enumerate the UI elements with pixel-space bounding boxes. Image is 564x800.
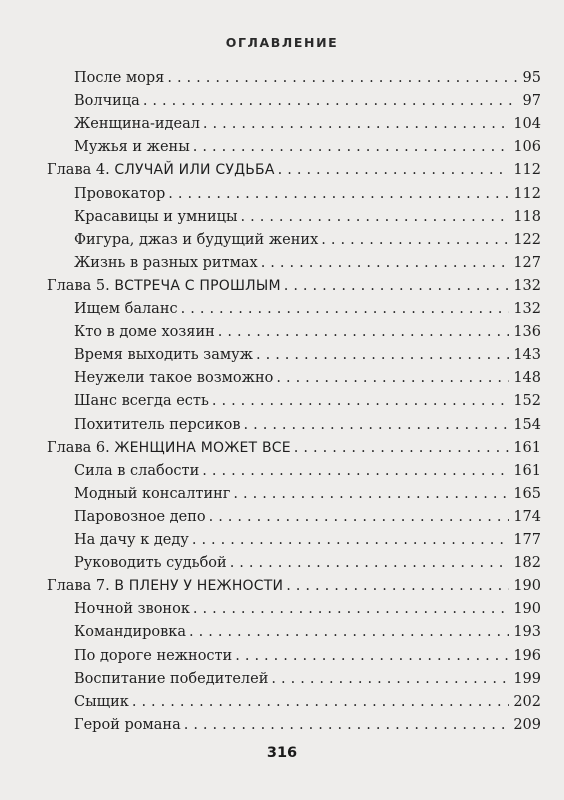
- dot-leader: [218, 322, 510, 342]
- toc-section-row: [74, 599, 541, 619]
- toc-page-number: 104: [513, 116, 541, 133]
- dot-leader: [189, 622, 509, 642]
- toc-page-number: 95: [522, 70, 541, 86]
- chapter-prefix: Глава 5.: [47, 277, 110, 294]
- toc-section-row: [74, 553, 541, 573]
- toc-entry-label: [74, 114, 200, 134]
- toc-section-row: [74, 345, 541, 365]
- toc-entry-label: [74, 669, 268, 689]
- toc-page-number: 152: [513, 393, 541, 410]
- toc-entry-label: [74, 715, 181, 735]
- toc-page-number: 174: [513, 508, 541, 525]
- toc-page-number: 132: [513, 277, 541, 294]
- toc-page-number: 209: [513, 716, 541, 733]
- toc-section-row: [74, 184, 541, 204]
- toc-chapter-row: [47, 438, 541, 458]
- chapter-title: В ПЛЕНУ У НЕЖНОСТИ: [114, 578, 284, 595]
- toc-entry-label: [74, 184, 165, 204]
- toc-section-row: [74, 391, 541, 411]
- toc-section-row: [74, 415, 541, 435]
- toc-section-row: [74, 692, 541, 712]
- toc-page-number: 118: [513, 208, 541, 225]
- toc-chapter-row: [47, 160, 541, 180]
- chapter-prefix: Глава 7.: [47, 578, 110, 595]
- toc-page-number: 148: [513, 370, 541, 387]
- chapter-title: ЖЕНЩИНА МОЖЕТ ВСЕ: [114, 439, 291, 456]
- section-title: Герой романа: [74, 716, 181, 733]
- toc-page-number: 97: [522, 93, 541, 110]
- toc-section-row: [74, 715, 541, 735]
- toc-page-number: 154: [513, 416, 541, 433]
- section-title: Сила в слабости: [74, 462, 200, 479]
- section-title: Паровозное депо: [74, 508, 206, 525]
- dot-leader: [256, 345, 509, 365]
- toc-section-row: [74, 669, 541, 689]
- toc-page-number: 122: [513, 231, 541, 248]
- toc-page-number: 106: [513, 139, 541, 156]
- toc-entry-label: [74, 530, 189, 550]
- toc-entry-label: [74, 553, 227, 573]
- toc-section-row: [74, 646, 541, 666]
- chapter-title: ВСТРЕЧА С ПРОШЛЫМ: [114, 277, 281, 294]
- toc-section-row: [74, 68, 541, 88]
- toc-section-row: [74, 253, 541, 273]
- section-title: Время выходить замуж: [74, 347, 253, 364]
- dot-leader: [276, 368, 509, 388]
- toc-page-number: 199: [513, 670, 541, 687]
- toc-chapter-row: [47, 576, 541, 596]
- dot-leader: [244, 415, 510, 435]
- toc-page-number: 161: [513, 462, 541, 479]
- toc-entry-label: [74, 91, 140, 111]
- dot-leader: [193, 137, 510, 157]
- toc-section-row: [74, 230, 541, 250]
- toc-section-row: [74, 530, 541, 550]
- dot-leader: [181, 299, 510, 319]
- toc-section-row: [74, 622, 541, 642]
- toc-page-number: 136: [513, 324, 541, 341]
- toc-page-number: 127: [513, 254, 541, 271]
- toc-page-number: 132: [513, 301, 541, 317]
- dot-leader: [278, 160, 510, 180]
- toc-entry-label: [74, 345, 253, 365]
- section-title: Шанс всегда есть: [74, 393, 209, 410]
- section-title: Неужели такое возможно: [74, 370, 274, 387]
- toc-page-number: 112: [513, 162, 541, 179]
- toc-page-number: 193: [513, 624, 541, 641]
- chapter-title: СЛУЧАЙ ИЛИ СУДЬБА: [114, 162, 275, 179]
- dot-leader: [271, 669, 509, 689]
- dot-leader: [203, 114, 509, 134]
- section-title: Волчица: [74, 93, 140, 110]
- section-title: На дачу к деду: [74, 532, 189, 548]
- toc-page-number: 143: [513, 347, 541, 364]
- toc-entry-label: [74, 461, 199, 481]
- toc-page-number: 165: [513, 485, 541, 502]
- toc-page-number: 112: [513, 185, 541, 202]
- toc-entry-label: [74, 68, 164, 88]
- toc-section-row: [74, 137, 541, 157]
- toc-entry-label: [74, 692, 129, 712]
- dot-leader: [143, 91, 519, 111]
- toc-page-number: 177: [513, 532, 541, 548]
- toc-section-row: [74, 368, 541, 388]
- dot-leader: [132, 692, 509, 712]
- section-title: Фигура, джаз и будущий жених: [74, 231, 319, 248]
- dot-leader: [261, 253, 510, 273]
- dot-leader: [167, 68, 518, 88]
- section-title: Руководить судьбой: [74, 555, 227, 572]
- toc-entry-label: [74, 230, 318, 250]
- dot-leader: [321, 230, 509, 250]
- toc-section-row: [74, 207, 541, 227]
- section-title: Красавицы и умницы: [74, 208, 238, 225]
- toc-section-row: [74, 507, 541, 527]
- chapter-prefix: Глава 4.: [47, 162, 110, 179]
- dot-leader: [241, 207, 510, 227]
- toc-section-row: [74, 322, 541, 342]
- toc-entry-label: [74, 599, 190, 619]
- section-title: По дороге нежности: [74, 647, 233, 664]
- toc-entry-label: [74, 622, 186, 642]
- dot-leader: [212, 391, 509, 411]
- toc-section-row: [74, 114, 541, 134]
- section-title: Ночной звонок: [74, 601, 190, 618]
- section-title: Провокатор: [74, 185, 166, 202]
- toc-entry-label: [74, 253, 258, 273]
- toc-entry-label: [74, 484, 230, 504]
- dot-leader: [286, 576, 509, 596]
- toc-section-row: [74, 299, 541, 319]
- contents-heading: ОГЛАВЛЕНИЕ: [225, 35, 339, 50]
- toc-chapter-row: [47, 276, 541, 296]
- page-number: 316: [266, 745, 298, 761]
- toc-page-number: 190: [513, 601, 541, 618]
- section-title: Воспитание победителей: [74, 670, 269, 687]
- toc-entry-label: [74, 299, 178, 319]
- toc-page-number: 182: [513, 555, 541, 572]
- dot-leader: [235, 646, 509, 666]
- section-title: Мужья и жены: [74, 139, 190, 156]
- section-title: Похититель персиков: [74, 416, 241, 433]
- toc-page-number: 161: [513, 439, 541, 456]
- dot-leader: [202, 461, 509, 481]
- toc-section-row: [74, 91, 541, 111]
- toc-section-row: [74, 484, 541, 504]
- toc-entry-label: [74, 322, 215, 342]
- toc-page-number: 190: [513, 578, 541, 595]
- dot-leader: [184, 715, 510, 735]
- toc-page-number: 196: [513, 647, 541, 664]
- dot-leader: [192, 530, 509, 550]
- dot-leader: [284, 276, 510, 296]
- dot-leader: [209, 507, 510, 527]
- toc-entry-label: [74, 646, 232, 666]
- toc-entry-label: [47, 160, 275, 180]
- toc-page-number: 202: [513, 693, 541, 710]
- toc-section-row: [74, 461, 541, 481]
- toc-entry-label: [74, 207, 238, 227]
- toc-entry-label: [74, 415, 241, 435]
- section-title: Кто в доме хозяин: [74, 324, 215, 341]
- toc-entry-label: [74, 137, 190, 157]
- section-title: После моря: [74, 70, 165, 86]
- section-title: Женщина-идеал: [74, 116, 200, 133]
- section-title: Модный консалтинг: [74, 485, 231, 502]
- toc-entry-label: [74, 507, 206, 527]
- dot-leader: [294, 438, 510, 458]
- toc-entry-label: [74, 368, 273, 388]
- dot-leader: [193, 599, 509, 619]
- section-title: Жизнь в разных ритмах: [74, 254, 258, 271]
- toc-entry-label: [47, 576, 283, 596]
- toc-entry-label: [47, 276, 281, 296]
- section-title: Командировка: [74, 624, 187, 641]
- dot-leader: [230, 553, 510, 573]
- dot-leader: [168, 184, 509, 204]
- toc-entry-label: [47, 438, 291, 458]
- chapter-prefix: Глава 6.: [47, 439, 110, 456]
- section-title: Сыщик: [74, 693, 129, 710]
- section-title: Ищем баланс: [74, 301, 178, 317]
- dot-leader: [233, 484, 509, 504]
- toc-entry-label: [74, 391, 209, 411]
